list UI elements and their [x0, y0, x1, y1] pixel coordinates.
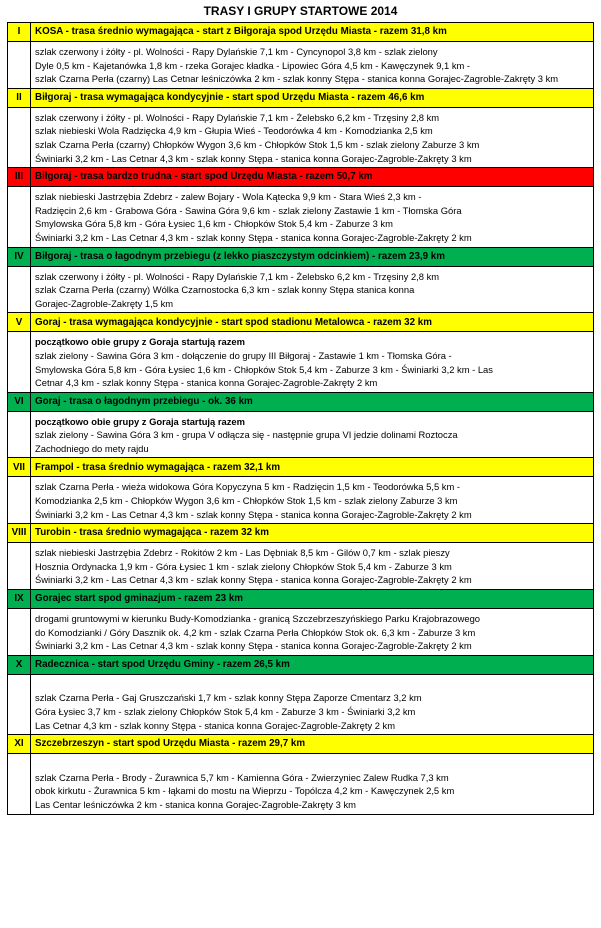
group-heading: KOSA - trasa średnio wymagająca - start z Biłgoraja spod Urzędu Miasta - razem 31,8 km — [31, 23, 594, 42]
group-header-row — [8, 524, 594, 543]
group-description-row — [8, 477, 594, 524]
route-line: szlak czerwony i żółty - pl. Wolności - Rapy Dylańskie 7,1 km - Cyncynopol 3,8 km - szlak zielony — [35, 46, 438, 57]
group-description-row — [8, 543, 594, 590]
route-line: Las Cetnar 4,3 km - szlak konny Stępa - stanica konna Gorajec-Zagroble-Zakręty 2 km — [35, 719, 396, 731]
group-description — [31, 754, 594, 814]
route-line: szlak Czarna Perła - Brody - Żurawnica 5,7 km - Kamienna Góra - Zwierzyniec Zalew Rudka 7,3 km — [35, 771, 449, 783]
number-spacer-cell — [8, 543, 31, 590]
route-line: początkowo obie grupy z Goraja startują razem — [35, 415, 245, 427]
group-number: VII — [8, 458, 31, 477]
route-line: szlak niebieski Jastrzębia Zdebrz - zalew Bojary - Wola Kątecka 9,9 km - Stara Wieś 2,3 km - — [35, 191, 422, 203]
group-description-row — [8, 411, 594, 458]
route-line: szlak zielony - Sawina Góra 3 km - grupa V odłącza się - następnie grupa VI jedzie dolinami Roztocza — [35, 429, 458, 441]
number-spacer-cell — [8, 332, 31, 392]
number-spacer-cell — [8, 754, 31, 814]
route-line: Świniarki 3,2 km - Las Cetnar 4,3 km - szlak konny Stępa - stanica konna Gorajec-Zagroble-Zakręty 3 km — [35, 152, 472, 164]
group-number: X — [8, 655, 31, 674]
route-line: Dyle 0,5 km - Kajetanówka 1,8 km - rzeka Gorajec kładka - Lipowiec Góra 4,5 km - Kawęczynek 9,1 km - — [35, 59, 471, 71]
group-header-row — [8, 735, 594, 754]
number-spacer-cell — [8, 42, 31, 89]
group-heading: Biłgoraj - trasa wymagająca kondycyjnie - start spod Urzędu Miasta - razem 46,6 km — [31, 88, 594, 107]
group-description-row — [8, 266, 594, 313]
group-description-row — [8, 107, 594, 167]
group-description — [31, 187, 594, 247]
route-line: początkowo obie grupy z Goraja startują razem — [35, 336, 245, 348]
group-header-row — [8, 392, 594, 411]
group-description — [31, 107, 594, 167]
group-heading: Turobin - trasa średnio wymagająca - razem 32 km — [31, 524, 594, 543]
group-header-row — [8, 247, 594, 266]
route-line: Góra Łysiec 3,7 km - szlak zielony Chłopków Stok 5,4 km - Zaburze 3 km - Świniarki 3,2 km — [35, 706, 416, 717]
route-line: drogami gruntowymi w kierunku Budy-Komodzianka - granicą Szczebrzeszyńskiego Parku Krajobrazowego — [35, 613, 480, 625]
number-spacer-cell — [8, 107, 31, 167]
group-header-row — [8, 655, 594, 674]
page-title: TRASY I GRUPY STARTOWE 2014 — [203, 4, 398, 18]
group-description — [31, 674, 594, 734]
routes-table-body — [8, 23, 594, 815]
route-line: Świniarki 3,2 km - Las Cetnar 4,3 km - szlak konny Stępa - stanica konna Gorajec-Zagroble-Zakręty 2 km — [35, 574, 472, 586]
route-line: szlak czerwony i żółty - pl. Wolności - Rapy Dylańskie 7,1 km - Żelebsko 6,2 km - Trzęsiny 2,8 km — [35, 270, 440, 282]
route-line — [35, 757, 589, 771]
route-line — [35, 678, 589, 692]
group-number: VIII — [8, 524, 31, 543]
group-description-row — [8, 187, 594, 247]
group-number: IV — [8, 247, 31, 266]
group-heading: Szczebrzeszyn - start spod Urzędu Miasta - razem 29,7 km — [31, 735, 594, 754]
group-header-row — [8, 88, 594, 107]
group-heading: Radecznica - start spod Urzędu Gminy - razem 26,5 km — [31, 655, 594, 674]
group-description — [31, 42, 594, 89]
route-line: Świniarki 3,2 km - Las Cetnar 4,3 km - szlak konny Stępa - stanica konna Gorajec-Zagroble-Zakręty 2 km — [35, 508, 472, 520]
group-header-row — [8, 23, 594, 42]
group-description-row — [8, 754, 594, 814]
route-line: Cetnar 4,3 km - szlak konny Stępa - stanica konna Gorajec-Zagroble-Zakręty 2 km — [35, 377, 378, 389]
route-line: do Komodzianki / Góry Dasznik ok. 4,2 km - szlak Czarna Perła Chłopków Stok ok. 6,3 km - Zaburze 3 km — [35, 626, 476, 638]
group-number: VI — [8, 392, 31, 411]
number-spacer-cell — [8, 266, 31, 313]
route-line: szlak Czarna Perła (czarny) Wólka Czarnostocka 6,3 km - szlak konny Stępa stanica konna — [35, 284, 415, 296]
number-spacer-cell — [8, 411, 31, 458]
group-description — [31, 266, 594, 313]
group-number: IX — [8, 590, 31, 609]
route-line: Świniarki 3,2 km - Las Cetnar 4,3 km - szlak konny Stępa - stanica konna Gorajec-Zagroble-Zakręty 2 km — [35, 640, 472, 652]
group-heading: Goraj - trasa o łagodnym przebiegu - ok. 36 km — [31, 392, 594, 411]
group-header-row — [8, 590, 594, 609]
route-line: Las Centar leśniczówka 2 km - stanica konna Gorajec-Zagroble-Zakręty 3 km — [35, 798, 356, 810]
group-number: V — [8, 313, 31, 332]
route-line: Komodzianka 2,5 km - Chłopków Wygon 3,6 km - Chłopków Stok 1,5 km - szlak zielony Zaburze 3 km — [35, 495, 458, 507]
group-number: I — [8, 23, 31, 42]
route-line: Zachodniego do mety rajdu — [35, 442, 149, 454]
route-line: Radzięcin 2,6 km - Grabowa Góra - Sawina Góra 9,6 km - szlak zielony Zastawie 1 km - Tłomska Góra — [35, 204, 462, 216]
route-line: Smylowska Góra 5,8 km - Góra Łysiec 1,6 km - Chłopków Stok 5,4 km - Zaburze 3 km — [35, 218, 393, 230]
number-spacer-cell — [8, 187, 31, 247]
group-number: XI — [8, 735, 31, 754]
group-description — [31, 477, 594, 524]
number-spacer-cell — [8, 477, 31, 524]
route-line: szlak zielony - Sawina Góra 3 km - dołączenie do grupy III Biłgoraj - Zastawie 1 km - Tłomska Góra - — [35, 349, 452, 361]
number-spacer-cell — [8, 609, 31, 656]
group-heading: Biłgoraj - trasa o łagodnym przebiegu (z lekko piaszczystym odcinkiem) - razem 23,9 km — [31, 247, 594, 266]
route-line: Świniarki 3,2 km - Las Cetnar 4,3 km - szlak konny Stępa - stanica konna Gorajec-Zagroble-Zakręty 2 km — [35, 231, 472, 243]
route-line: szlak Czarna Perła - Gaj Gruszczański 1,7 km - szlak konny Stępa Zaporze Cmentarz 3,2 km — [35, 692, 422, 704]
number-spacer-cell — [8, 674, 31, 734]
group-header-row — [8, 458, 594, 477]
route-line: Hosznia Ordynacka 1,9 km - Góra Łysiec 1 km - szlak zielony Chłopków Stok 5,4 km - Zaburze 3 km — [35, 560, 452, 572]
group-description-row — [8, 332, 594, 392]
group-heading: Biłgoraj - trasa bardzo trudna - start spod Urzędu Miasta - razem 50,7 km — [31, 168, 594, 187]
group-header-row — [8, 168, 594, 187]
group-description — [31, 332, 594, 392]
route-line: szlak Czarna Perła (czarny) Las Cetnar leśniczówka 2 km - szlak konny Stępa - stanica konna Gorajec-Zagroble-Zakręty 3 km — [35, 73, 559, 85]
group-number: III — [8, 168, 31, 187]
group-description-row — [8, 609, 594, 656]
route-line: Smylowska Góra 5,8 km - Góra Łysiec 1,6 km - Chłopków Stok 5,4 km - Zaburze 3 km - Świniarki 3,2 km - Las — [35, 363, 493, 375]
group-description — [31, 543, 594, 590]
group-description — [31, 609, 594, 656]
group-heading: Frampol - trasa średnio wymagająca - razem 32,1 km — [31, 458, 594, 477]
group-heading: Goraj - trasa wymagająca kondycyjnie - start spod stadionu Metalowca - razem 32 km — [31, 313, 594, 332]
group-header-row — [8, 313, 594, 332]
route-line: szlak niebieski Wola Radzięcka 4,9 km - Głupia Wieś - Teodorówka 4 km - Komodzianka 2,5 km — [35, 125, 433, 137]
group-description-row — [8, 42, 594, 89]
route-line: Gorajec-Zagroble-Zakręty 1,5 km — [35, 297, 174, 309]
route-line: obok kirkutu - Żurawnica 5 km - łąkami do mostu na Wieprzu - Topólcza 4,2 km - Kawęczynek 2,5 km — [35, 785, 455, 797]
route-line: szlak czerwony i żółty - pl. Wolności - Rapy Dylańskie 7,1 km - Żelebsko 6,2 km - Trzęsiny 2,8 km — [35, 111, 440, 123]
group-number: II — [8, 88, 31, 107]
group-description — [31, 411, 594, 458]
group-heading: Gorajec start spod gminazjum - razem 23 km — [31, 590, 594, 609]
route-line: szlak Czarna Perła - wieża widokowa Góra Kopyczyna 5 km - Radzięcin 1,5 km - Teodorówka 5,5 km - — [35, 481, 460, 493]
route-line: szlak Czarna Perła (czarny) Chłopków Wygon 3,6 km - Chłopków Stok 1,5 km - szlak zielony Zaburze 3 km — [35, 138, 480, 150]
route-line: szlak niebieski Jastrzębia Zdebrz - Rokitów 2 km - Las Dębniak 8,5 km - Gilów 0,7 km - szlak pieszy — [35, 547, 450, 559]
routes-table — [7, 22, 594, 815]
group-description-row — [8, 674, 594, 734]
